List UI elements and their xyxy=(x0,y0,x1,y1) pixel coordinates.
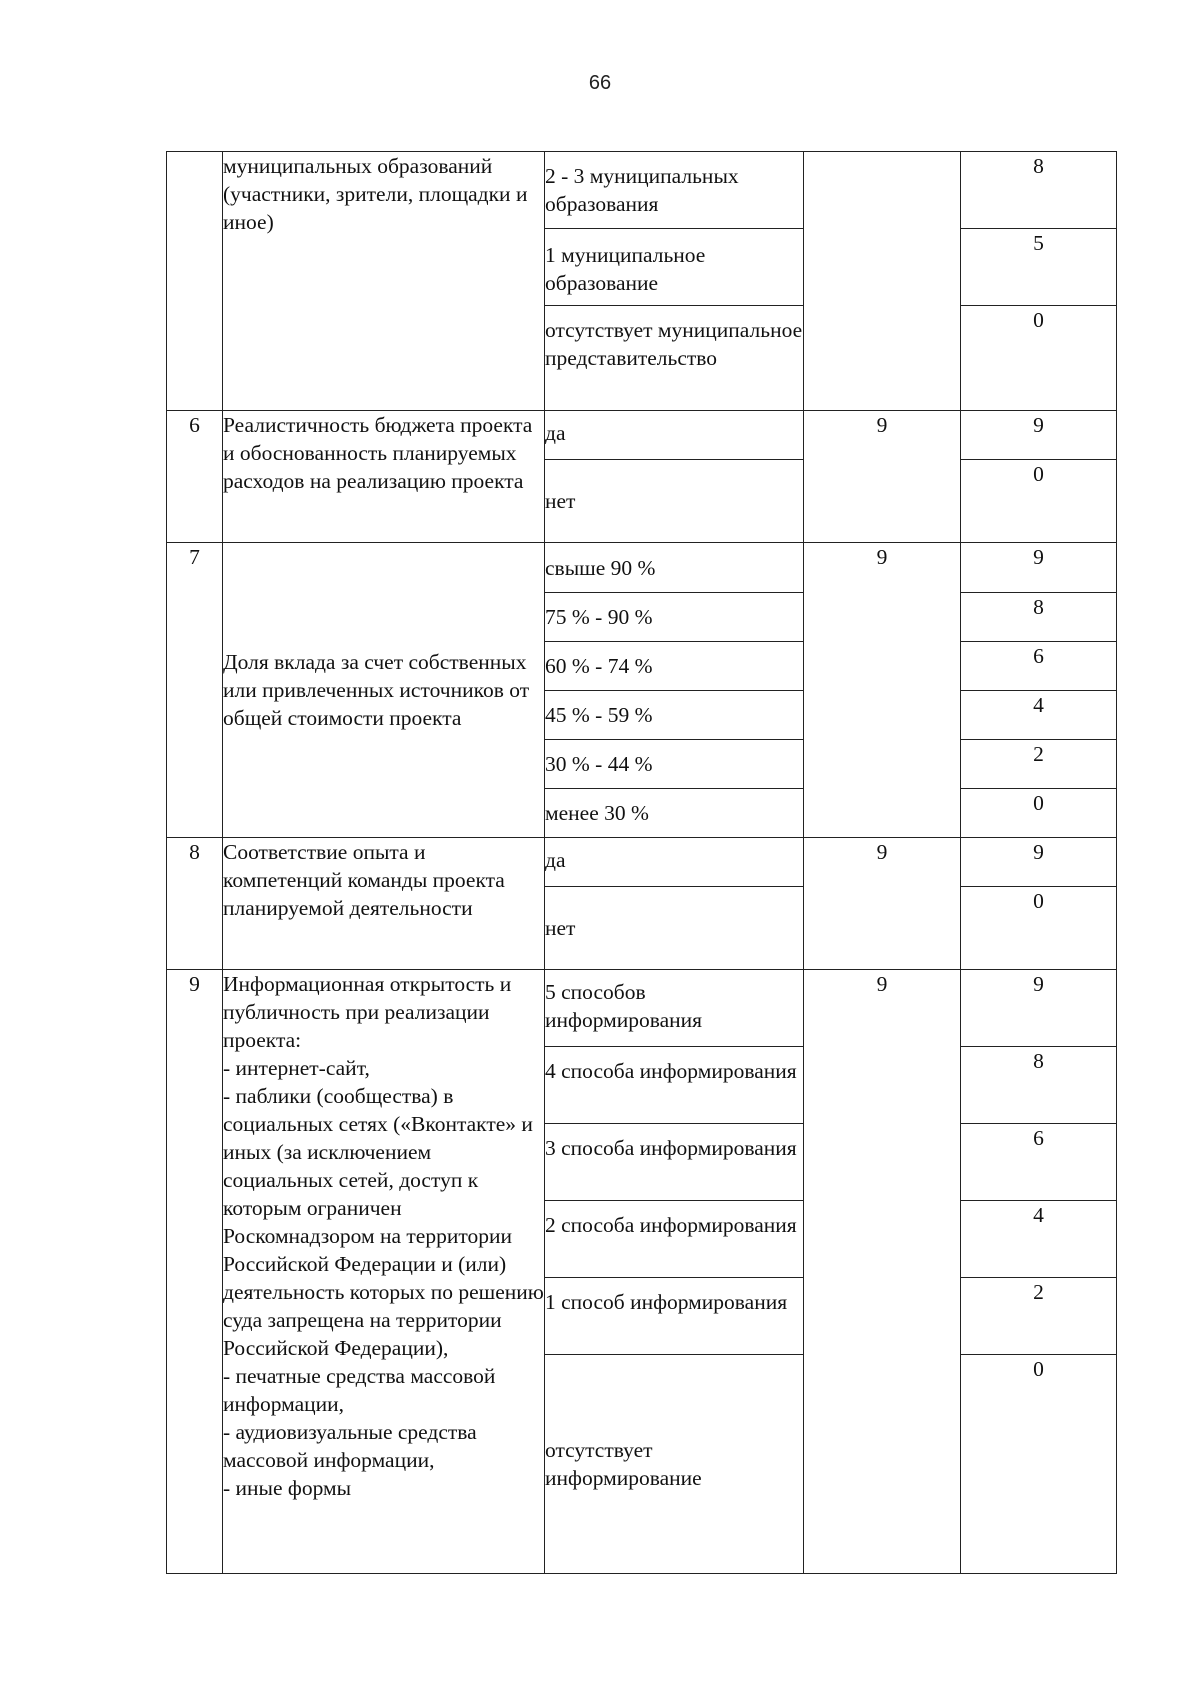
option-label: нет xyxy=(545,460,804,543)
option-points: 2 xyxy=(961,1278,1117,1355)
criterion-name: Доля вклада за счет собственных или привлеченных источников от общей стоимости проекта xyxy=(223,543,545,838)
option-label: 60 % - 74 % xyxy=(545,642,804,691)
criterion-number: 7 xyxy=(167,543,223,838)
criterion-name: муниципальных образований (участники, зрители, площадки и иное) xyxy=(223,152,545,411)
criterion-max: 9 xyxy=(804,838,961,970)
option-points: 0 xyxy=(961,789,1117,838)
option-points: 8 xyxy=(961,1047,1117,1124)
option-label: 1 способ информирования xyxy=(545,1278,804,1355)
criterion-max xyxy=(804,152,961,411)
criterion-number: 9 xyxy=(167,970,223,1574)
option-label: 1 муниципальное образование xyxy=(545,229,804,306)
option-label: свыше 90 % xyxy=(545,543,804,593)
option-points: 6 xyxy=(961,642,1117,691)
option-points: 9 xyxy=(961,543,1117,593)
option-label: 2 - 3 муниципальных образования xyxy=(545,152,804,229)
table-row xyxy=(167,543,1117,593)
option-points: 5 xyxy=(961,229,1117,306)
criterion-name: Соответствие опыта и компетенций команды проекта планируемой деятельности xyxy=(223,838,545,970)
option-points: 6 xyxy=(961,1124,1117,1201)
option-points: 8 xyxy=(961,593,1117,642)
table-row xyxy=(167,838,1117,887)
criterion-number xyxy=(167,152,223,411)
page-number: 66 xyxy=(588,72,612,94)
option-points: 8 xyxy=(961,152,1117,229)
option-points: 0 xyxy=(961,887,1117,970)
criterion-number: 8 xyxy=(167,838,223,970)
option-label: да xyxy=(545,411,804,460)
criterion-max: 9 xyxy=(804,411,961,543)
table-row xyxy=(167,411,1117,460)
option-label: 30 % - 44 % xyxy=(545,740,804,789)
option-label: нет xyxy=(545,887,804,970)
option-label: отсутствует информирование xyxy=(545,1355,804,1574)
option-points: 2 xyxy=(961,740,1117,789)
option-points: 9 xyxy=(961,411,1117,460)
option-points: 4 xyxy=(961,1201,1117,1278)
option-label: 5 способов информирования xyxy=(545,970,804,1047)
table-row xyxy=(167,152,1117,229)
option-points: 4 xyxy=(961,691,1117,740)
criterion-max: 9 xyxy=(804,543,961,838)
option-label: 4 способа информирования xyxy=(545,1047,804,1124)
option-label: 45 % - 59 % xyxy=(545,691,804,740)
criterion-max: 9 xyxy=(804,970,961,1574)
option-points: 0 xyxy=(961,1355,1117,1574)
criteria-table xyxy=(166,151,1117,1574)
criterion-number: 6 xyxy=(167,411,223,543)
table-row xyxy=(167,970,1117,1047)
option-points: 9 xyxy=(961,970,1117,1047)
option-label: да xyxy=(545,838,804,887)
option-label: 75 % - 90 % xyxy=(545,593,804,642)
option-label: отсутствует муниципальное представительство xyxy=(545,306,804,411)
criterion-name: Информационная открытость и публичность при реализации проекта: - интернет-сайт, - паблики (сообщества) в социальных сетях («Вконтакте» и иных (за исключением социальных сетей, доступ к которым ограничен Роскомнадзором на территории Российской Федерации и (или) деятельность которых по решению суда запрещена на территории Российской Федерации), - печатные средства массовой информации, - аудиовизуальные средства массовой информации, - иные формы xyxy=(223,970,545,1574)
option-label: менее 30 % xyxy=(545,789,804,838)
option-points: 0 xyxy=(961,460,1117,543)
option-label: 2 способа информирования xyxy=(545,1201,804,1278)
option-label: 3 способа информирования xyxy=(545,1124,804,1201)
option-points: 9 xyxy=(961,838,1117,887)
option-points: 0 xyxy=(961,306,1117,411)
criterion-name: Реалистичность бюджета проекта и обоснованность планируемых расходов на реализацию проекта xyxy=(223,411,545,543)
